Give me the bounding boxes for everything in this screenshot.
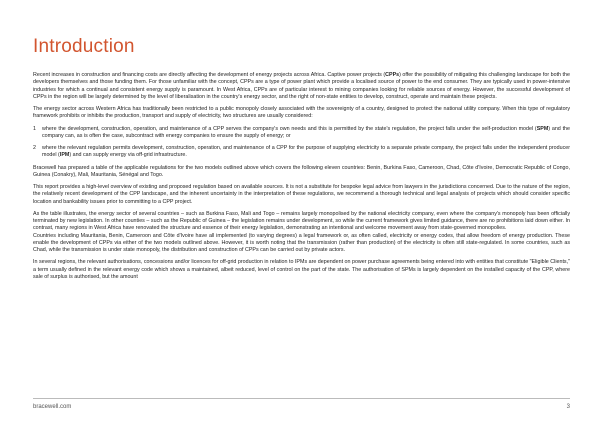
list-item-text (42, 126, 570, 141)
paragraph-authorisations: In several regions, the relevant authorisations, concessions and/or licences for off-grid production in relation to IPMs are dependent on power purchase agreements being entered into with entities that constitute "Eligible Clients," a term usually defined in the relevant energy code which shows a maintained, albeit reduced, level of control on the part of the state. The authorisation of SPMs is largely dependent on the installed capacity of the CPP, where sale of surplus is authorised, but the amount (33, 259, 570, 280)
list-item (33, 145, 570, 160)
text-run: where the relevant regulation permits development, construction, operation, and maintenance of a CPP for the purpose of supplying electricity to a separate private company, the project falls under the independent producer model ( (42, 145, 570, 159)
footer-divider (33, 398, 570, 399)
list-number: 2 (33, 145, 36, 151)
page-title: Introduction (33, 36, 135, 57)
text-run: ) and can supply energy via off-grid infrastructure. (69, 152, 187, 159)
list-item-text (42, 145, 570, 160)
paragraph-disclaimer: This report provides a high-level overview of existing and proposed regulation based on available sources. It is not a substitute for bespoke legal advice from lawyers in the jurisdictions concerned. Due to the nature of the region, the relatively recent development of the CPP landscape, and the inherent uncertainty in the interpretation of these regulations, we recommend a thorough technical and legal analysis of projects which should consider specific location and bankability issues prior to committing to a CPP project. (33, 184, 570, 205)
list-number: 1 (33, 125, 36, 132)
paragraph-table-countries: Bracewell has prepared a table of the applicable regulations for the two models outlined above which covers the following eleven countries: Benin, Burkina Faso, Cameroon, Chad, Côte d'Ivoire, Democratic Republic of Congo, Guinea (Conakry), Mali, Mauritania, Sénégal and Togo. (33, 164, 570, 178)
text-run: Recent increases in construction and financing costs are directly affecting the development of energy projects across Africa. Captive power projects ( (33, 72, 386, 78)
text-run: ) offer the possibility of mitigating this challenging landscape for both the developers themselves and those funding them. For those unfamiliar with the concept, CPPs are a type of power plant which provide a localised source of power to the end consumer. They are typically used in power-intensive industries for which a continual and consistent energy supply is paramount. In West Africa, CPPs are of particular interest to mining companies looking for reliable sources of energy. However, the successful development of CPPs in the region will be largely determined by the level of liberalisation in the country's energy sector, and the right of non-state entities to develop, construct, operate and maintain these projects. (33, 72, 570, 100)
paragraph-monopoly: As the table illustrates, the energy sector of several countries – such as Burkina Faso, Mali and Togo – remains largely monopolised by the national electricity company, even where the company's monopoly has been officially terminated by new legislation. In other counties – such as the Republic of Guinea – the legislation remains under development, so while the current framework gives limited guidance, there are no prohibitions laid down either. In contrast, many regions in West Africa have renovated the structure and essence of their energy legislation, demonstrating an intentional and welcome movement away from state-governed monopolies. (33, 210, 570, 232)
term-spm: SPM (536, 125, 549, 132)
body-text (33, 72, 570, 286)
paragraph-legal-frameworks: Countries including Mauritania, Benin, Cameroon and Côte d'Ivoire have all implemented (to varying degrees) a legal framework or, as often called, electricity or energy codes, that allow freedom of energy production. These enable the development of CPPs via either of the two models outlined above. However, it is worth noting that the transmission (rather than production) of the electricity is often still state-regulated. In some countries, such as Chad, while the transmission is under state monopoly, the distribution and construction of CPPs can be carried out by private actors. (33, 232, 570, 253)
term-cpps: CPPs (385, 72, 400, 78)
footer-website: bracewell.com (33, 404, 72, 410)
list-item (33, 126, 570, 141)
text-run: ) and the company can, as is often the case, subcontract with energy companies to ensure the supply of energy; or (42, 125, 571, 139)
paragraph-energy-sector: The energy sector across Western Africa has traditionally been restricted to a public monopoly closely associated with the sovereignty of a country, designed to protect the national utility company. When this type of regulatory framework prohibits or inhibits the production, transport and supply of electricity, two structures are usually considered: (33, 106, 570, 120)
paragraph-intro (33, 72, 570, 101)
term-ipm: IPM (59, 152, 70, 159)
page-number: 3 (566, 404, 570, 410)
text-run: where the development, construction, operation, and maintenance of a CPP serves the company's own needs and this is permitted by the state's regulation, the project falls under the self-production model ( (42, 125, 537, 132)
